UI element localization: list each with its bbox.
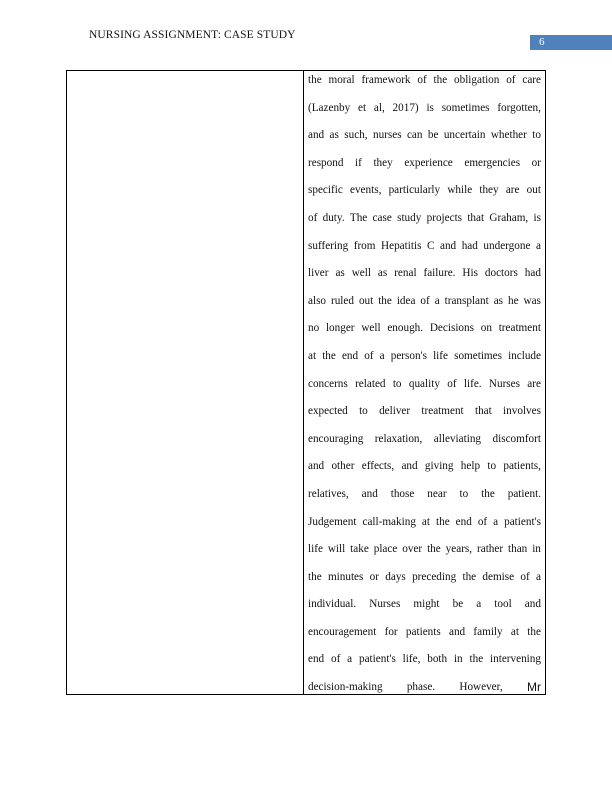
paragraph-line: the minutes or days preceding the demise of a — [308, 570, 541, 583]
paragraph-line: no longer well enough. Decisions on treatment — [308, 322, 541, 335]
table-left-cell — [67, 71, 304, 694]
paragraph-line: encouragement for patients and family at the — [308, 625, 541, 638]
paragraph-line: Judgement call-making at the end of a patient's — [308, 515, 541, 528]
paragraph-line: and other effects, and giving help to patients, — [308, 460, 541, 473]
paragraph-line: and as such, nurses can be uncertain whether to — [308, 129, 541, 142]
paragraph-line: respond if they experience emergencies or — [308, 156, 541, 169]
table-right-cell — [304, 71, 545, 694]
paragraph-line: end of a patient's life, both in the intervening — [308, 653, 541, 666]
paragraph-line: relatives, and those near to the patient. — [308, 487, 541, 500]
paragraph-line: suffering from Hepatitis C and had undergone a — [308, 239, 541, 252]
paragraph-line: also ruled out the idea of a transplant as he was — [308, 294, 541, 307]
paragraph-line: decision-making phase. However, Mr — [308, 678, 541, 694]
paragraph-line: the moral framework of the obligation of care — [308, 74, 541, 86]
trailing-word: Mr — [526, 680, 541, 694]
paragraph-line: liver as well as renal failure. His doctors had — [308, 267, 541, 280]
paragraph-line: expected to deliver treatment that involves — [308, 405, 541, 418]
content-table — [66, 70, 546, 695]
paragraph-line: at the end of a person's life sometimes include — [308, 349, 541, 362]
paragraph-line: of duty. The case study projects that Graham, is — [308, 211, 541, 224]
paragraph-line: encouraging relaxation, alleviating discomfort — [308, 432, 541, 445]
paragraph-line: concerns related to quality of life. Nurses are — [308, 377, 541, 390]
paragraph-line: specific events, particularly while they are out — [308, 184, 541, 197]
running-header-title: NURSING ASSIGNMENT: CASE STUDY — [89, 29, 296, 41]
paragraph-line: life will take place over the years, rather than in — [308, 543, 541, 556]
page-number-badge: 6 — [530, 35, 612, 50]
paragraph-line: (Lazenby et al, 2017) is sometimes forgotten, — [308, 101, 541, 114]
paragraph-line: individual. Nurses might be a tool and — [308, 598, 541, 611]
